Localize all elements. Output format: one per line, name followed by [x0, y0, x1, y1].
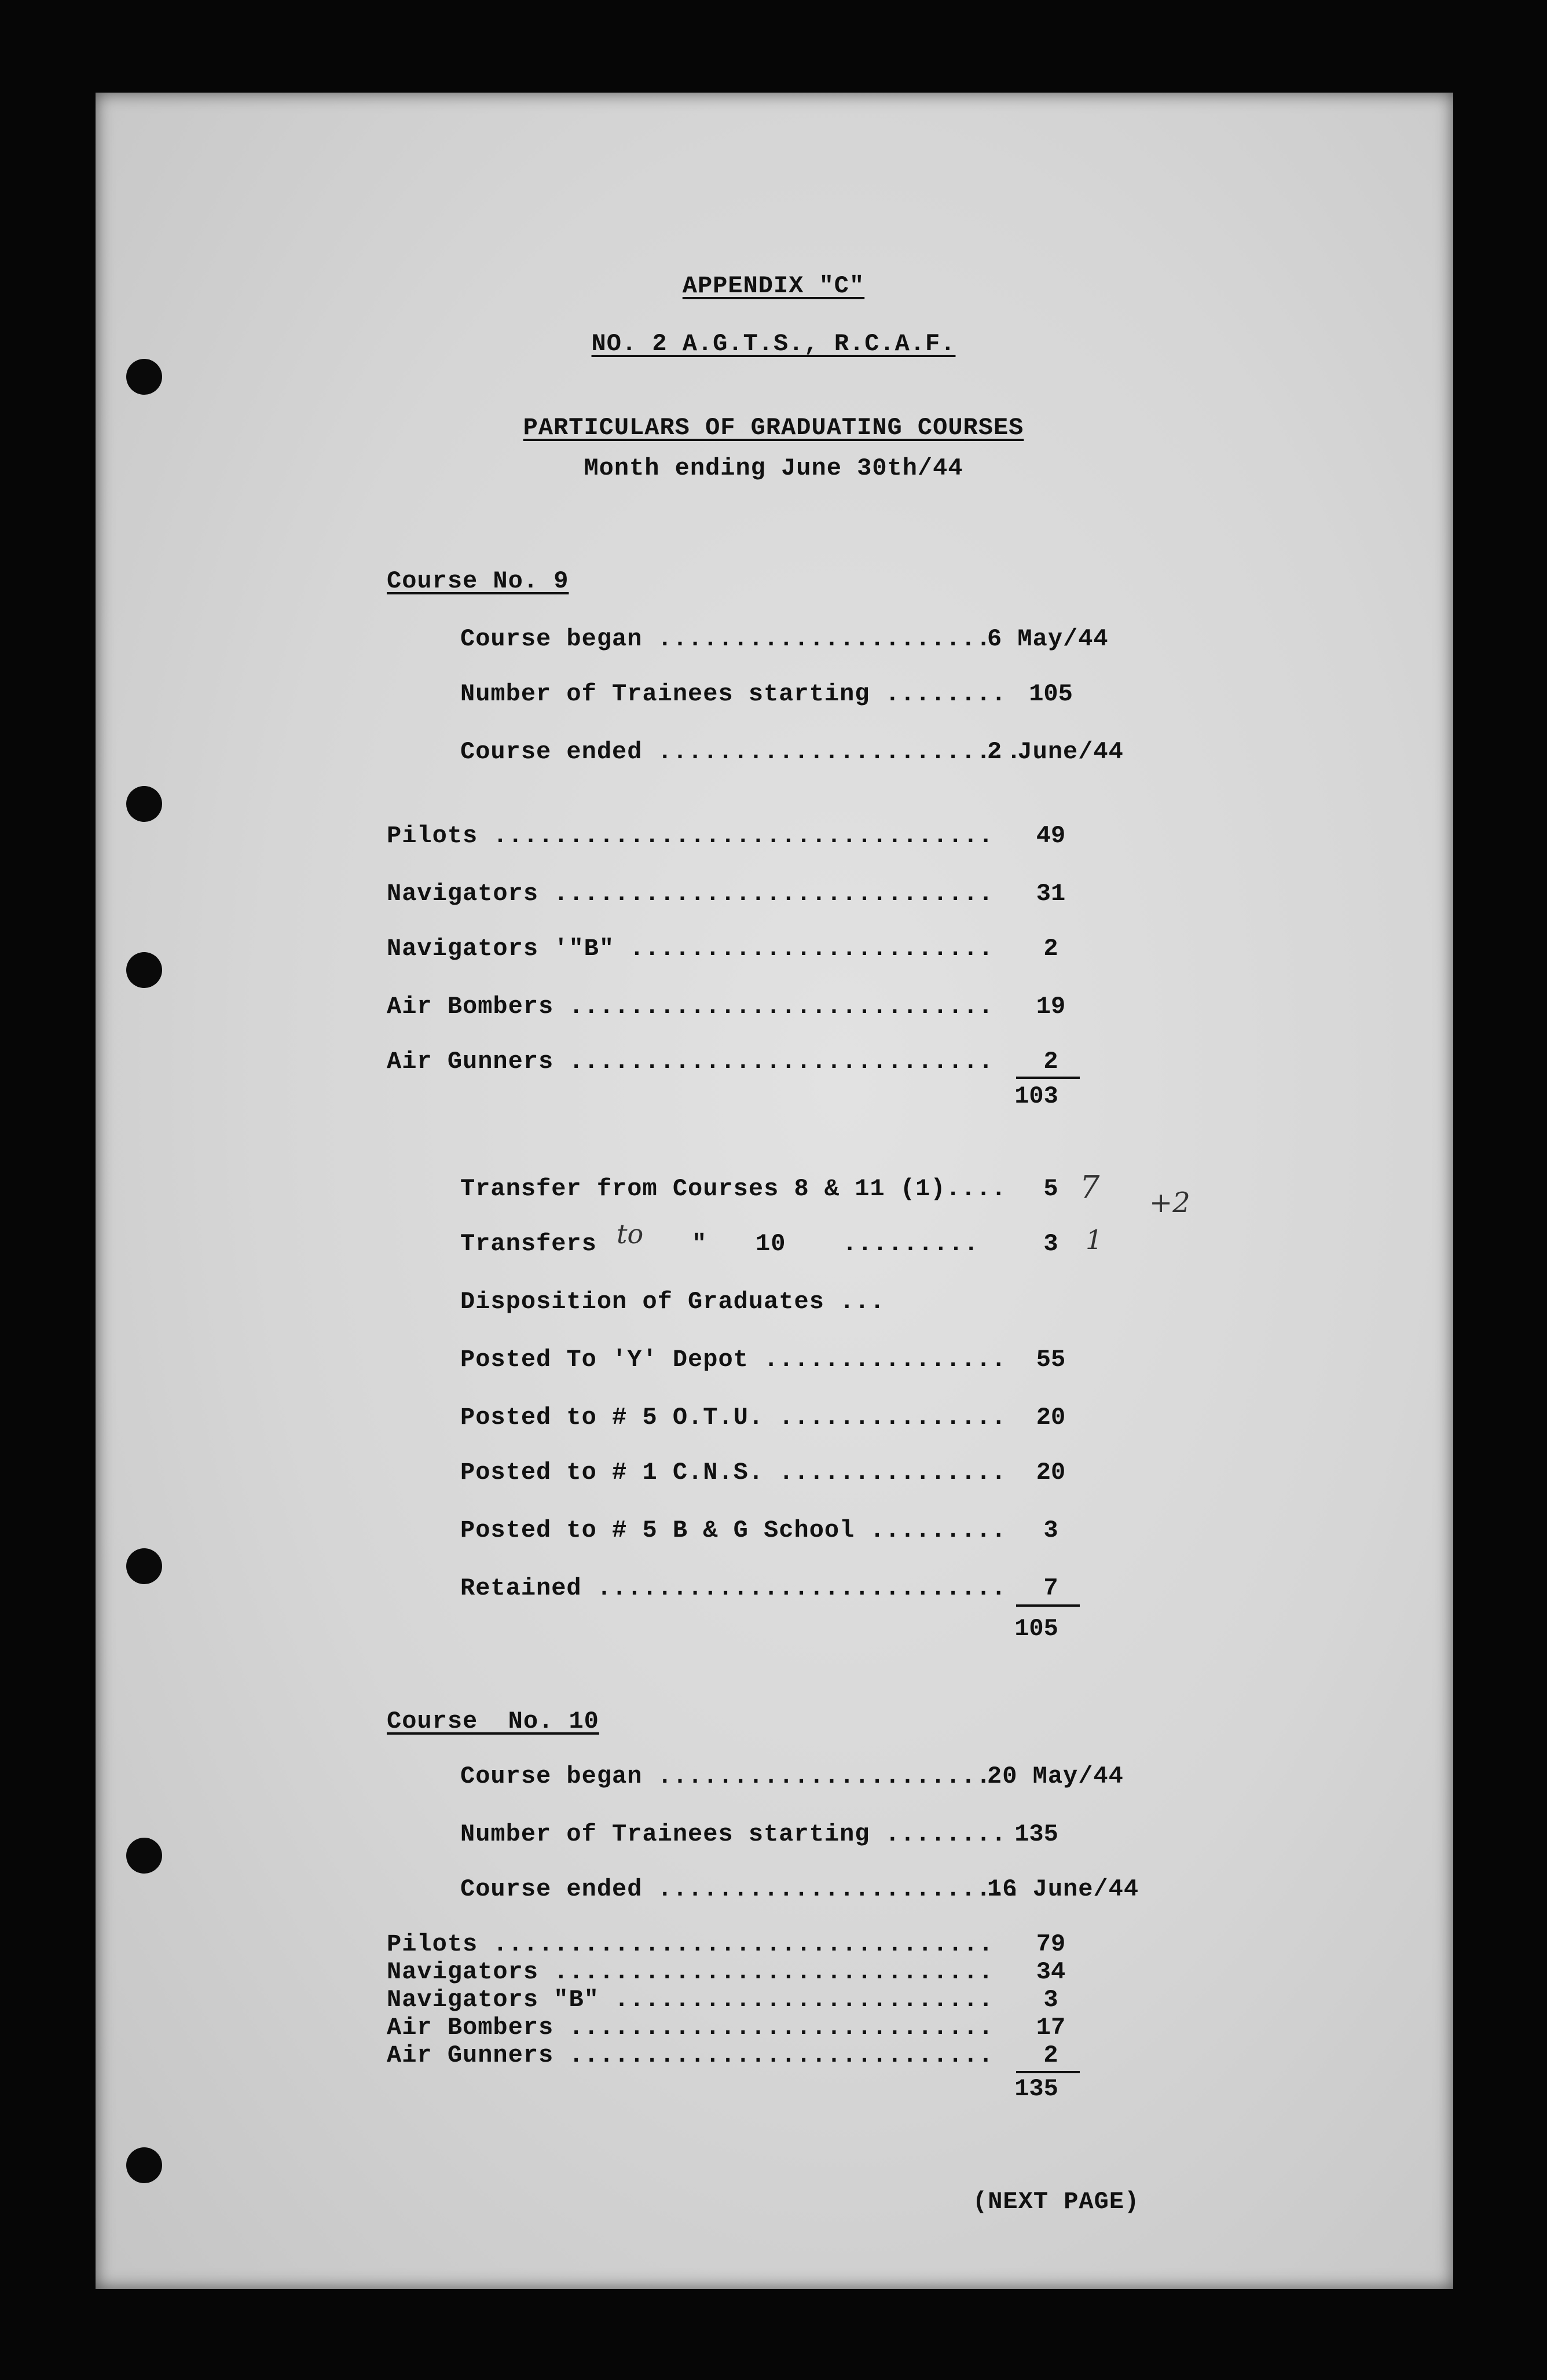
- graduate-row-value: 2: [1043, 935, 1058, 963]
- disposition-row-value: 3: [1043, 1516, 1058, 1544]
- sum-rule: [1016, 1077, 1080, 1079]
- unit-heading: NO. 2 A.G.T.S., R.C.A.F.: [591, 330, 956, 358]
- binder-hole: [126, 1838, 162, 1874]
- graduate-row-value: 2: [1043, 2041, 1058, 2069]
- disposition-row-value: 7: [1043, 1574, 1058, 1602]
- graduate-row-label: Pilots .................................: [387, 822, 994, 850]
- graduate-row-label: Air Gunners ............................: [387, 2041, 994, 2069]
- course-began-value: 20 May/44: [987, 1762, 1124, 1790]
- graduate-row-value: 34: [1036, 1958, 1066, 1986]
- handwritten-note: 7: [1080, 1169, 1100, 1206]
- handwritten-note: +2: [1149, 1187, 1190, 1219]
- graduate-row-value: 17: [1036, 2014, 1066, 2041]
- graduate-row-label: Air Gunners ............................: [387, 1048, 994, 1075]
- course-began-label: Course began ......................: [460, 625, 992, 653]
- page-title: PARTICULARS OF GRADUATING COURSES: [523, 414, 1024, 442]
- transfers-to-course: 10: [756, 1230, 786, 1258]
- course-10-heading: Course No. 10: [387, 1707, 599, 1735]
- graduate-row-label: Pilots .................................: [387, 1930, 994, 1958]
- next-page-note: (NEXT PAGE): [973, 2188, 1140, 2216]
- graduates-total: 103: [1014, 1082, 1058, 1110]
- transfers-to-value: 3: [1043, 1230, 1058, 1258]
- graduate-row-label: Air Bombers ............................: [387, 993, 994, 1020]
- trainees-starting-label: Number of Trainees starting ........: [460, 680, 1007, 708]
- course-ended-label: Course ended ........................: [460, 1875, 1022, 1903]
- graduate-row-value: 2: [1043, 1048, 1058, 1075]
- binder-hole: [126, 786, 162, 822]
- disposition-heading: Disposition of Graduates ...: [460, 1288, 885, 1316]
- graduate-row-label: Navigators .............................: [387, 1958, 994, 1986]
- graduate-row-value: 79: [1036, 1930, 1066, 1958]
- transfer-from-value: 5: [1043, 1175, 1058, 1203]
- binder-hole: [126, 2147, 162, 2183]
- transfers-to-dots: .........: [842, 1230, 979, 1258]
- trainees-starting-label: Number of Trainees starting ........: [460, 1820, 1007, 1848]
- disposition-row-label: Posted to # 1 C.N.S. ...............: [460, 1459, 1007, 1486]
- course-began-value: 6 May/44: [987, 625, 1109, 653]
- handwritten-note: to: [617, 1218, 644, 1250]
- course-ended-value: 16 June/44: [987, 1875, 1139, 1903]
- binder-hole: [126, 1548, 162, 1584]
- course-began-label: Course began ......................: [460, 1762, 992, 1790]
- disposition-row-label: Retained ...........................: [460, 1574, 1007, 1602]
- transfers-to-label: Transfers: [460, 1230, 597, 1258]
- graduate-row-label: Navigators .............................: [387, 880, 994, 908]
- sum-rule: [1016, 1604, 1080, 1607]
- graduate-row-label: Air Bombers ............................: [387, 2014, 994, 2041]
- disposition-row-value: 20: [1036, 1459, 1066, 1486]
- course-ended-label: Course ended ........................: [460, 738, 1022, 766]
- graduate-row-label: Navigators '"B" ........................: [387, 935, 994, 963]
- transfer-from-label: Transfer from Courses 8 & 11 (1)....: [460, 1175, 1007, 1203]
- course-9-heading: Course No. 9: [387, 567, 569, 595]
- handwritten-note: 1: [1086, 1224, 1103, 1255]
- graduate-row-value: 3: [1043, 1986, 1058, 2014]
- trainees-starting-value: 135: [1014, 1820, 1058, 1848]
- ditto-mark: ": [692, 1230, 707, 1258]
- disposition-row-value: 20: [1036, 1404, 1066, 1431]
- appendix-heading: APPENDIX "C": [682, 272, 865, 300]
- trainees-starting-value: 105: [1029, 680, 1073, 708]
- binder-hole: [126, 359, 162, 395]
- graduate-row-value: 49: [1036, 822, 1066, 850]
- disposition-row-label: Posted to # 5 B & G School .........: [460, 1516, 1007, 1544]
- graduates-total: 135: [1014, 2075, 1058, 2103]
- dispositions-total: 105: [1014, 1615, 1058, 1643]
- graduate-row-value: 19: [1036, 993, 1066, 1020]
- course-ended-value: 2 June/44: [987, 738, 1124, 766]
- sum-rule: [1016, 2071, 1080, 2073]
- graduate-row-label: Navigators "B" .........................: [387, 1986, 994, 2014]
- page-subtitle: Month ending June 30th/44: [584, 454, 963, 482]
- disposition-row-label: Posted To 'Y' Depot ................: [460, 1346, 1007, 1373]
- binder-hole: [126, 952, 162, 988]
- graduate-row-value: 31: [1036, 880, 1066, 908]
- disposition-row-label: Posted to # 5 O.T.U. ...............: [460, 1404, 1007, 1431]
- disposition-row-value: 55: [1036, 1346, 1066, 1373]
